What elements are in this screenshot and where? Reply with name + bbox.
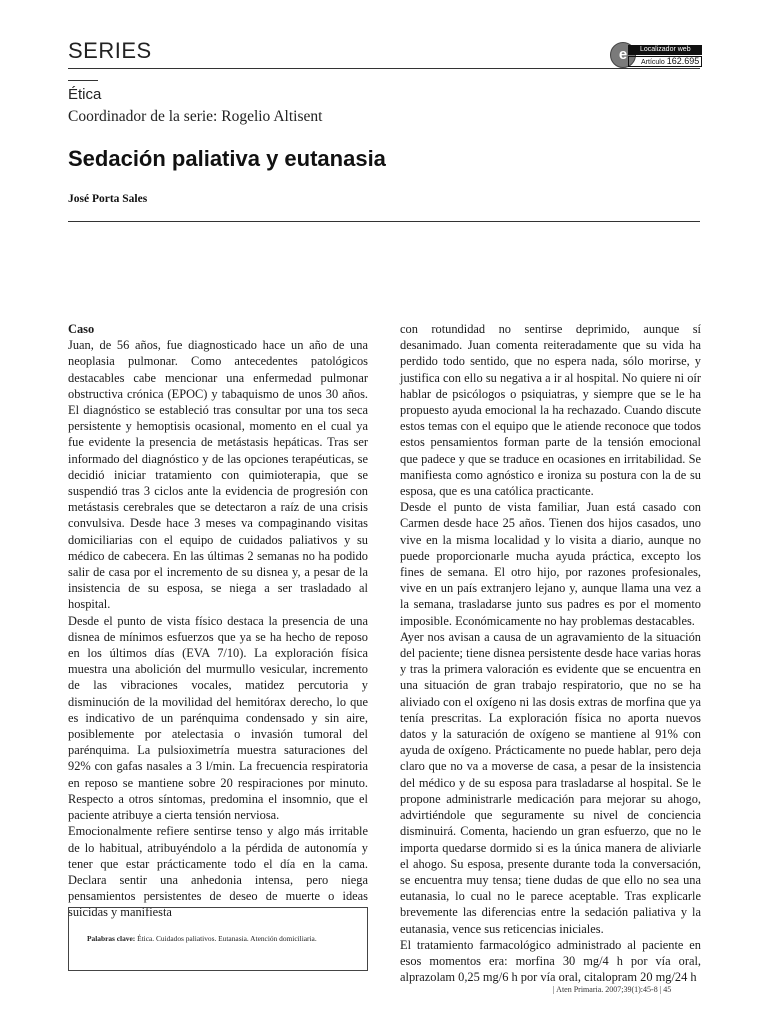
locator-article-label: Artículo [641, 59, 665, 66]
keywords-box [68, 907, 368, 971]
keywords-text: Ética. Cuidados paliativos. Eutanasia. Atención domiciliaria. [137, 934, 317, 943]
section-rule [68, 80, 98, 81]
locator-article [628, 56, 702, 67]
left-column [68, 321, 368, 921]
case-heading: Caso [68, 322, 95, 336]
keywords-line [87, 934, 317, 943]
right-column [400, 321, 701, 985]
series-rule [68, 68, 700, 69]
locator-article-number: 162.695 [666, 56, 700, 66]
locator-e-icon: e [610, 42, 636, 68]
locator-label: Localizador web [628, 45, 702, 55]
right-paragraph: Desde el punto de vista familiar, Juan está casado con Carmen desde hace 25 años. Tienen dos hijos casados, uno vive en la misma localidad y lo visita a diario, aunque no puede proporcionarle mucha ayuda práctica, excepto los fines de semana. El otro hijo, por razones profesionales, vive en un país extranjero lejano y, aunque llama una vez a la semana, trasladarse junto sus padres es por el momento imposible. Económicamente no hay problemas destacables. [400, 500, 701, 628]
author-rule [68, 221, 700, 222]
right-paragraph: El tratamiento farmacológico administrado al paciente en esos momentos era: morfina 30 mg/4 h por vía oral, alprazolam 0,25 mg/6 h por vía oral, citalopram 20 mg/24 h [400, 937, 701, 985]
right-paragraph: Ayer nos avisan a causa de un agravamiento de la situación del paciente; tiene disnea persistente desde hace varias horas y tras la primera valoración es evidente que se encuentra en una situación de gran trabajo respiratorio, que no se ha aliviado con el oxígeno ni las dosis extras de morfina que ya tenía prescritas. La exploración física no aporta nuevos datos y la saturación de oxígeno se mantiene al 91% con ayuda de oxígeno. Prácticamente no puede hablar, pero deja claro que no va a moverse de casa, a pesar de la insistencia del médico y de su esposa para trasladarse al hospital. Se le propone administrarle medicación para mejorar su ahogo, advirtiéndole que seguramente su nivel de conciencia disminuirá. Comenta, haciendo un gran esfuerzo, que no le importa quedarse dormido si es la única manera de aliviarle el ahogo. Su esposa, presente durante toda la conversación, se encuentra muy tensa; tiene dudas de que ello no sea una eutanasia, lo cual no le parece aceptable. Tras explicarle brevemente las diferencias entre la sedación paliativa y la eutanasia, vence sus reticencias iniciales. [400, 629, 701, 936]
section-label: Ética [68, 86, 102, 103]
article-author: José Porta Sales [68, 193, 148, 205]
left-paragraph: Desde el punto de vista físico destaca la presencia de una disnea de mínimos esfuerzos que ya se ha hecho de reposo en los últimos días (EVA 7/10). La exploración física muestra una abolición del murmullo vesicular, incremento de las vibraciones vocales, matidez percutoria y disminución de la movilidad del hemitórax derecho, lo que es indicativo de un parénquima condensado y sin aire, posiblemente por atelectasia o invasión tumoral del parénquima. La pulsioximetría muestra saturaciones del 92% con gafas nasales a 3 l/min. La frecuencia respiratoria en reposo se mantiene sobre 20 respiraciones por minuto. Respecto a otros síntomas, predomina el insomnio, que el paciente atribuye a cierta tensión nerviosa. [68, 613, 368, 823]
article-title: Sedación paliativa y eutanasia [68, 146, 386, 171]
series-coordinator: Coordinador de la serie: Rogelio Altisent [68, 108, 323, 125]
series-label: SERIES [68, 38, 152, 63]
keywords-label: Palabras clave: [87, 934, 136, 943]
right-paragraph: con rotundidad no sentirse deprimido, aunque sí desanimado. Juan comenta reiteradamente que su vida ha perdido todo sentido, que no espera nada, sólo morirse, y justifica con ello su negativa a ir al hospital. No quiere ni oír hablar de psicólogos o psiquiatras, y siempre que se le ha propuesto ayuda emocional la ha rechazado. Cuando discute estos temas con el equipo que le atiende reconoce que todos estos pensamientos forman parte de la tensión emocional que padece y que se traduce en ocasiones en irritabilidad. Se manifiesta como agnóstico e ironiza su postura con la de su esposa, que es una católica practicante. [400, 322, 701, 499]
page-footer-citation: | Aten Primaria. 2007;39(1):45-8 | 45 [553, 985, 672, 994]
web-locator-badge [610, 42, 702, 70]
left-paragraph: Emocionalmente refiere sentirse tenso y algo más irritable de lo habitual, atribuyéndolo a la pérdida de autonomía y tener que estar prácticamente todo el día en la cama. Declara sentir una anhedonia intensa, pero niega pensamientos persistentes de deseo de muerte o ideas suicidas y manifiesta [68, 824, 368, 920]
left-paragraph: Juan, de 56 años, fue diagnosticado hace un año de una neoplasia pulmonar. Como antecedentes patológicos destacables cabe mencionar una enfermedad pulmonar obstructiva crónica (EPOC) y tabaquismo de unos 30 años. El diagnóstico se estableció tras consultar por una tos seca persistente y hemoptisis ocasional, momento en el cual ya fue evidente la presencia de metástasis hepáticas. Tras ser informado del diagnóstico y de las opciones terapéuticas, se decidió iniciar tratamiento con quimioterapia, que se suspendió tras 3 ciclos ante la evidencia de progresión con metástasis cerebrales que se detectaron a raíz de una crisis convulsiva. Desde hace 3 meses va compaginando visitas domiciliarias con el equipo de cuidados paliativos y su médico de cabecera. En las últimas 2 semanas no ha podido salir de casa por el incremento de su disnea y, a pesar de la insistencia de su esposa, se niega a ser trasladado al hospital. [68, 338, 368, 612]
